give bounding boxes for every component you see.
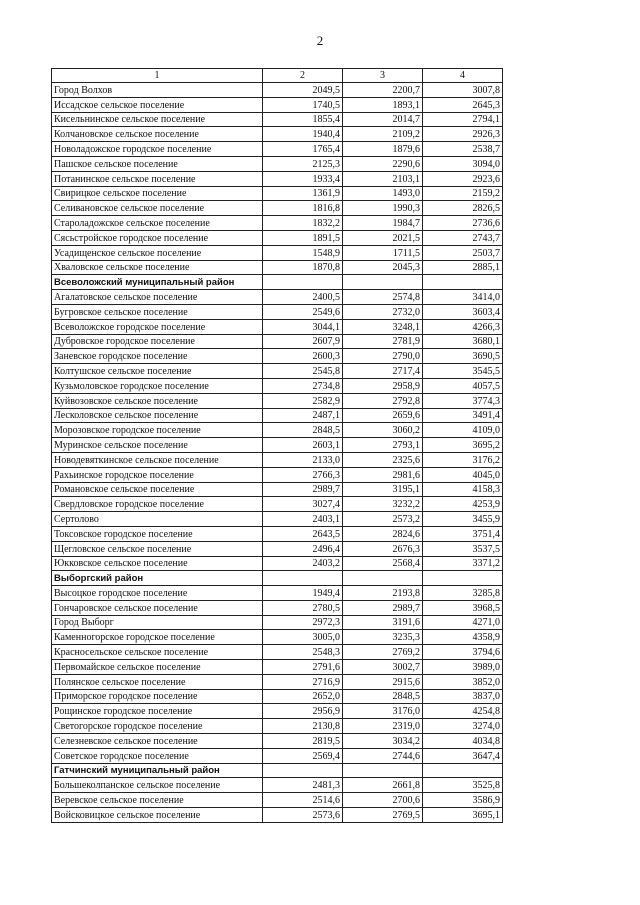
settlement-name: Полянское сельское поселение (52, 674, 263, 689)
value-col-3: 3002,7 (343, 660, 423, 675)
empty-cell (263, 763, 343, 778)
value-col-2: 2603,1 (263, 438, 343, 453)
value-col-4: 3285,8 (423, 586, 503, 601)
value-col-2: 2549,6 (263, 304, 343, 319)
value-col-2: 1361,9 (263, 186, 343, 201)
table-row (52, 704, 503, 719)
table-row (52, 127, 503, 142)
settlement-name: Первомайское сельское поселение (52, 660, 263, 675)
value-col-3: 1711,5 (343, 245, 423, 260)
table-row (52, 615, 503, 630)
value-col-3: 2915,6 (343, 674, 423, 689)
settlement-name: Всеволожское городское поселение (52, 319, 263, 334)
section-header-row (52, 571, 503, 586)
value-col-2: 2716,9 (263, 674, 343, 689)
settlement-name: Красносельское сельское поселение (52, 645, 263, 660)
value-col-4: 3274,0 (423, 719, 503, 734)
settlement-name: Рахьинское городское поселение (52, 467, 263, 482)
value-col-4: 3455,9 (423, 512, 503, 527)
table-row (52, 748, 503, 763)
value-col-3: 2981,6 (343, 467, 423, 482)
value-col-4: 3690,5 (423, 349, 503, 364)
table-row (52, 452, 503, 467)
table-row (52, 512, 503, 527)
column-header-2: 2 (263, 69, 343, 83)
table-row (52, 660, 503, 675)
value-col-4: 3586,9 (423, 793, 503, 808)
value-col-4: 4034,8 (423, 734, 503, 749)
settlement-name: Щегловское сельское поселение (52, 541, 263, 556)
table-row (52, 349, 503, 364)
value-col-3: 2568,4 (343, 556, 423, 571)
table-row (52, 83, 503, 98)
value-col-3: 2573,2 (343, 512, 423, 527)
value-col-4: 3545,5 (423, 364, 503, 379)
value-col-4: 3794,6 (423, 645, 503, 660)
value-col-2: 1933,4 (263, 171, 343, 186)
value-col-3: 2790,0 (343, 349, 423, 364)
settlement-name: Веревское сельское поселение (52, 793, 263, 808)
table-row (52, 304, 503, 319)
settlement-name: Город Выборг (52, 615, 263, 630)
empty-cell (423, 275, 503, 290)
table-row (52, 438, 503, 453)
empty-cell (343, 571, 423, 586)
settlement-name: Войсковицкое сельское поселение (52, 808, 263, 823)
column-header-4: 4 (423, 69, 503, 83)
settlement-name: Новодевяткинское сельское поселение (52, 452, 263, 467)
value-col-3: 2661,8 (343, 778, 423, 793)
settlement-name: Кисельнинское сельское поселение (52, 112, 263, 127)
value-col-3: 1984,7 (343, 216, 423, 231)
settlement-name: Лесколовское сельское поселение (52, 408, 263, 423)
value-col-2: 2956,9 (263, 704, 343, 719)
value-col-4: 3603,4 (423, 304, 503, 319)
section-title: Гатчинский муниципальный район (52, 763, 263, 778)
table-row (52, 467, 503, 482)
value-col-3: 2700,6 (343, 793, 423, 808)
value-col-4: 4158,3 (423, 482, 503, 497)
value-col-4: 2885,1 (423, 260, 503, 275)
value-col-2: 2780,5 (263, 600, 343, 615)
settlement-name: Приморское городское поселение (52, 689, 263, 704)
settlement-name: Муринское сельское поселение (52, 438, 263, 453)
table-row (52, 364, 503, 379)
settlement-name: Селезневское сельское поселение (52, 734, 263, 749)
value-col-4: 2159,2 (423, 186, 503, 201)
settlement-name: Свирицкое сельское поселение (52, 186, 263, 201)
table-row (52, 378, 503, 393)
value-col-2: 2734,8 (263, 378, 343, 393)
value-col-4: 3414,0 (423, 290, 503, 305)
value-col-3: 3232,2 (343, 497, 423, 512)
value-col-2: 2582,9 (263, 393, 343, 408)
value-col-3: 2325,6 (343, 452, 423, 467)
table-row (52, 630, 503, 645)
value-col-2: 2514,6 (263, 793, 343, 808)
table-row (52, 586, 503, 601)
value-col-4: 3968,5 (423, 600, 503, 615)
settlement-name: Большеколпанское сельское поселение (52, 778, 263, 793)
value-col-4: 2503,7 (423, 245, 503, 260)
table-row (52, 482, 503, 497)
value-col-4: 2743,7 (423, 230, 503, 245)
value-col-4: 3525,8 (423, 778, 503, 793)
table-row (52, 541, 503, 556)
value-col-2: 2848,5 (263, 423, 343, 438)
value-col-3: 2109,2 (343, 127, 423, 142)
settlement-name: Пашское сельское поселение (52, 156, 263, 171)
value-col-4: 3837,0 (423, 689, 503, 704)
page-number: 2 (316, 33, 324, 48)
table-row (52, 408, 503, 423)
value-col-3: 2769,2 (343, 645, 423, 660)
settlement-name: Потанинское сельское поселение (52, 171, 263, 186)
value-col-4: 3007,8 (423, 83, 503, 98)
settlement-name: Иссадское сельское поселение (52, 97, 263, 112)
empty-cell (343, 275, 423, 290)
value-col-3: 2989,7 (343, 600, 423, 615)
table-row (52, 526, 503, 541)
table-row (52, 171, 503, 186)
value-col-4: 3371,2 (423, 556, 503, 571)
settlement-name: Бугровское сельское поселение (52, 304, 263, 319)
table-row (52, 778, 503, 793)
value-col-4: 4253,9 (423, 497, 503, 512)
table-row (52, 142, 503, 157)
value-col-2: 2487,1 (263, 408, 343, 423)
value-col-3: 2659,6 (343, 408, 423, 423)
table-row (52, 334, 503, 349)
table-row (52, 393, 503, 408)
value-col-3: 2045,3 (343, 260, 423, 275)
value-col-3: 1990,3 (343, 201, 423, 216)
value-col-3: 2848,5 (343, 689, 423, 704)
value-col-3: 2781,9 (343, 334, 423, 349)
value-col-4: 3852,0 (423, 674, 503, 689)
value-col-3: 3060,2 (343, 423, 423, 438)
value-col-3: 2021,5 (343, 230, 423, 245)
value-col-3: 2792,8 (343, 393, 423, 408)
value-col-4: 4271,0 (423, 615, 503, 630)
value-col-2: 2049,5 (263, 83, 343, 98)
value-col-4: 2926,3 (423, 127, 503, 142)
value-col-2: 2972,3 (263, 615, 343, 630)
table-row (52, 497, 503, 512)
value-col-2: 2791,6 (263, 660, 343, 675)
settlement-name: Кузьмоловское городское поселение (52, 378, 263, 393)
value-col-3: 1879,6 (343, 142, 423, 157)
value-col-4: 4109,0 (423, 423, 503, 438)
table-row (52, 230, 503, 245)
section-title: Выборгский район (52, 571, 263, 586)
settlement-name: Колтушское сельское поселение (52, 364, 263, 379)
value-col-3: 2574,8 (343, 290, 423, 305)
value-col-3: 3235,3 (343, 630, 423, 645)
value-col-2: 2573,6 (263, 808, 343, 823)
empty-cell (263, 571, 343, 586)
settlement-name: Каменногорское городское поселение (52, 630, 263, 645)
value-col-4: 4057,5 (423, 378, 503, 393)
value-col-2: 1949,4 (263, 586, 343, 601)
settlement-name: Сертолово (52, 512, 263, 527)
settlement-name: Город Волхов (52, 83, 263, 98)
table-row (52, 734, 503, 749)
value-col-2: 2819,5 (263, 734, 343, 749)
settlement-name: Хваловское сельское поселение (52, 260, 263, 275)
value-col-3: 2744,6 (343, 748, 423, 763)
value-col-2: 2403,2 (263, 556, 343, 571)
value-col-2: 1855,4 (263, 112, 343, 127)
value-col-3: 2732,0 (343, 304, 423, 319)
value-col-3: 3195,1 (343, 482, 423, 497)
table-row (52, 112, 503, 127)
empty-cell (343, 763, 423, 778)
value-col-2: 1548,9 (263, 245, 343, 260)
value-col-2: 1765,4 (263, 142, 343, 157)
value-col-2: 2600,3 (263, 349, 343, 364)
table-row (52, 423, 503, 438)
value-col-2: 2403,1 (263, 512, 343, 527)
settlement-name: Сясьстройское городское поселение (52, 230, 263, 245)
value-col-2: 1870,8 (263, 260, 343, 275)
table-row (52, 216, 503, 231)
value-col-4: 3491,4 (423, 408, 503, 423)
value-col-2: 2989,7 (263, 482, 343, 497)
value-col-2: 2125,3 (263, 156, 343, 171)
settlement-name: Новоладожское городское поселение (52, 142, 263, 157)
empty-cell (263, 275, 343, 290)
value-col-3: 2319,0 (343, 719, 423, 734)
settlement-name: Усадищенское сельское поселение (52, 245, 263, 260)
value-col-4: 3094,0 (423, 156, 503, 171)
value-col-2: 1832,2 (263, 216, 343, 231)
settlement-name: Агалатовское сельское поселение (52, 290, 263, 305)
table-row (52, 290, 503, 305)
table-header-row (52, 69, 503, 83)
table-body (52, 83, 503, 823)
table-row (52, 645, 503, 660)
table-row (52, 674, 503, 689)
value-col-3: 2014,7 (343, 112, 423, 127)
value-col-4: 4266,3 (423, 319, 503, 334)
column-header-3: 3 (343, 69, 423, 83)
section-title: Всеволожский муниципальный район (52, 275, 263, 290)
value-col-2: 3044,1 (263, 319, 343, 334)
table-row (52, 719, 503, 734)
value-col-2: 1940,4 (263, 127, 343, 142)
value-col-3: 2193,8 (343, 586, 423, 601)
settlement-name: Токсовское городское поселение (52, 526, 263, 541)
value-col-3: 3034,2 (343, 734, 423, 749)
settlement-name: Староладожское сельское поселение (52, 216, 263, 231)
table-row (52, 245, 503, 260)
value-col-2: 2569,4 (263, 748, 343, 763)
value-col-3: 2824,6 (343, 526, 423, 541)
table-row (52, 156, 503, 171)
table-row (52, 600, 503, 615)
value-col-4: 2645,3 (423, 97, 503, 112)
value-col-3: 3191,6 (343, 615, 423, 630)
table-row (52, 689, 503, 704)
value-col-4: 2826,5 (423, 201, 503, 216)
value-col-2: 1891,5 (263, 230, 343, 245)
table-row (52, 97, 503, 112)
table-row (52, 319, 503, 334)
value-col-4: 3647,4 (423, 748, 503, 763)
section-header-row (52, 763, 503, 778)
table-row (52, 808, 503, 823)
empty-cell (423, 571, 503, 586)
settlement-name: Куйвозовское сельское поселение (52, 393, 263, 408)
value-col-3: 2958,9 (343, 378, 423, 393)
value-col-2: 2548,3 (263, 645, 343, 660)
value-col-2: 2130,8 (263, 719, 343, 734)
table-row (52, 201, 503, 216)
value-col-4: 2538,7 (423, 142, 503, 157)
value-col-2: 2607,9 (263, 334, 343, 349)
value-col-2: 2133,0 (263, 452, 343, 467)
value-col-3: 1893,1 (343, 97, 423, 112)
value-col-4: 2794,1 (423, 112, 503, 127)
settlement-name: Заневское городское поселение (52, 349, 263, 364)
value-col-4: 4254,8 (423, 704, 503, 719)
value-col-3: 2200,7 (343, 83, 423, 98)
value-col-3: 2103,1 (343, 171, 423, 186)
table-row (52, 556, 503, 571)
value-col-2: 2400,5 (263, 290, 343, 305)
settlement-name: Светогорское городское поселение (52, 719, 263, 734)
settlement-name: Высоцкое городское поселение (52, 586, 263, 601)
value-col-2: 3005,0 (263, 630, 343, 645)
value-col-3: 1493,0 (343, 186, 423, 201)
value-col-4: 3695,1 (423, 808, 503, 823)
value-col-3: 2717,4 (343, 364, 423, 379)
settlement-name: Свердловское городское поселение (52, 497, 263, 512)
value-col-4: 3695,2 (423, 438, 503, 453)
settlement-name: Советское городское поселение (52, 748, 263, 763)
value-col-4: 4358,9 (423, 630, 503, 645)
settlement-name: Колчановское сельское поселение (52, 127, 263, 142)
value-col-4: 3751,4 (423, 526, 503, 541)
value-col-3: 3176,0 (343, 704, 423, 719)
column-header-1: 1 (52, 69, 263, 83)
value-col-4: 3176,2 (423, 452, 503, 467)
value-col-2: 2643,5 (263, 526, 343, 541)
value-col-4: 3774,3 (423, 393, 503, 408)
value-col-2: 2545,8 (263, 364, 343, 379)
section-header-row (52, 275, 503, 290)
settlement-name: Романовское сельское поселение (52, 482, 263, 497)
settlement-name: Рощинское городское поселение (52, 704, 263, 719)
settlement-name: Селивановское сельское поселение (52, 201, 263, 216)
settlement-name: Гончаровское сельское поселение (52, 600, 263, 615)
value-col-4: 4045,0 (423, 467, 503, 482)
value-col-4: 3989,0 (423, 660, 503, 675)
value-col-3: 3248,1 (343, 319, 423, 334)
value-col-2: 2766,3 (263, 467, 343, 482)
value-col-3: 2769,5 (343, 808, 423, 823)
value-col-2: 1816,8 (263, 201, 343, 216)
value-col-2: 2496,4 (263, 541, 343, 556)
value-col-4: 2923,6 (423, 171, 503, 186)
value-col-3: 2793,1 (343, 438, 423, 453)
table-row (52, 186, 503, 201)
settlement-name: Дубровское городское поселение (52, 334, 263, 349)
value-col-2: 3027,4 (263, 497, 343, 512)
value-col-4: 2736,6 (423, 216, 503, 231)
table-row (52, 793, 503, 808)
settlement-name: Морозовское городское поселение (52, 423, 263, 438)
value-col-2: 2481,3 (263, 778, 343, 793)
empty-cell (423, 763, 503, 778)
value-col-4: 3537,5 (423, 541, 503, 556)
data-table (51, 68, 503, 823)
table-row (52, 260, 503, 275)
value-col-3: 2676,3 (343, 541, 423, 556)
settlement-name: Юкковское сельское поселение (52, 556, 263, 571)
value-col-4: 3680,1 (423, 334, 503, 349)
value-col-2: 2652,0 (263, 689, 343, 704)
value-col-2: 1740,5 (263, 97, 343, 112)
value-col-3: 2290,6 (343, 156, 423, 171)
